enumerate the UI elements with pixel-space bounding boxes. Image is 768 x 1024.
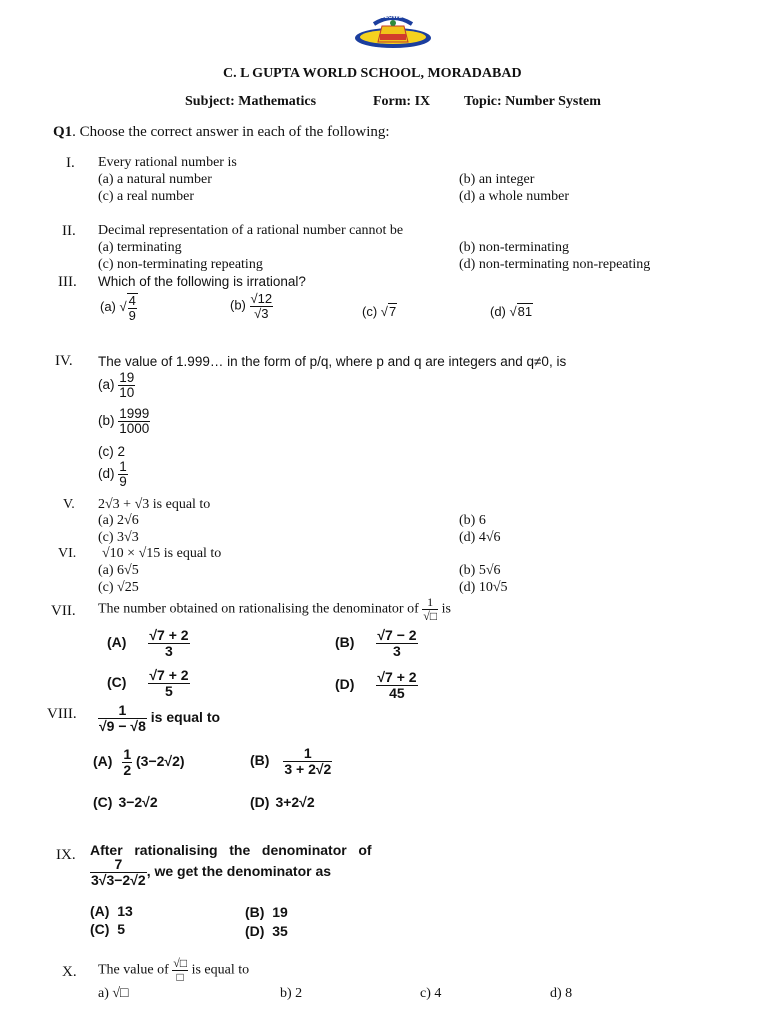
option-a: (a) $\frac{19}{10}$ (98, 370, 135, 401)
option-c: (C) 5 (90, 921, 125, 937)
question-number: II. (62, 223, 76, 239)
option-c: (c) a real number (98, 189, 194, 204)
option-a: (a) a natural number (98, 172, 212, 187)
option-b: (b) $\frac{√12}{√3}$ (230, 291, 273, 321)
option-b: (b) an integer (459, 172, 535, 187)
question-number: IV. (55, 353, 73, 369)
option-c: (c) √25 (98, 580, 139, 595)
question-number: VIII. (47, 706, 77, 722)
option-a: (a) 2√6 (98, 513, 139, 528)
subject-label: Subject: Mathematics (185, 94, 317, 109)
option-b: (b) $\frac{1999}{1000}$ (98, 406, 150, 437)
question-stem-line1: After rationalising the denominator of (90, 842, 372, 858)
option-c: (c) 3√3 (98, 530, 139, 545)
question-stem: Every rational number is (98, 155, 237, 170)
question-number: III. (58, 274, 77, 290)
option-c: c) 4 (420, 986, 442, 1001)
option-d: (d) a whole number (459, 189, 570, 204)
form-label: Form: IX (373, 94, 431, 109)
option-d: (D) $\frac{√7 + 2}{45}$ (335, 669, 417, 701)
logo-text: CLGWS (380, 14, 403, 20)
option-a: (A) $\frac{1}{2}$ (3−2√2) (93, 746, 185, 778)
question-stem: 2√3 + √3 is equal to (98, 497, 211, 512)
option-b: (B) $\frac{1}{3 + 2√2}$ (250, 745, 332, 777)
option-b: (B) 19 (245, 904, 288, 920)
option-a: (A) $\frac{√7 + 2}{3}$ (107, 627, 189, 659)
question-number: VII. (51, 603, 76, 619)
option-a: (a) √ $\frac{4}{9}$ (100, 293, 136, 323)
question-stem: $\frac{1}{√9 - √8}$ is equal to (99, 702, 221, 734)
option-d: (D) 3+2√2 (250, 794, 315, 810)
school-logo (352, 14, 434, 52)
option-b: (b) non-terminating (459, 240, 570, 255)
option-d: (d) $\frac{1}{9}$ (98, 459, 127, 490)
option-c: (C) 3−2√2 (93, 794, 158, 810)
option-c: (c) 2 (98, 444, 125, 459)
question-stem-line2: $\frac{7}{3√3-2√2}$ , we get the denominator as (91, 856, 332, 888)
question-number: VI. (58, 546, 77, 561)
option-c: (c) √7 (362, 304, 397, 319)
option-b: (b) 6 (459, 513, 486, 528)
school-name: C. L GUPTA WORLD SCHOOL, MORADABAD (223, 66, 522, 81)
question-stem: The value of 1.999… in the form of p/q, where p and q are integers and q≠0, is (98, 354, 567, 369)
option-b: b) 2 (280, 986, 303, 1001)
option-a: (A) 13 (90, 903, 133, 919)
question-number: V. (63, 497, 75, 512)
option-d: (D) 35 (245, 923, 288, 939)
option-d: (d) 10√5 (459, 580, 508, 595)
option-d: (d) 4√6 (459, 530, 501, 545)
option-b: (b) 5√6 (459, 563, 501, 578)
question-stem: The value of $\frac{√□}{□}$ is equal to (98, 956, 250, 984)
question-stem: Which of the following is irrational? (98, 274, 306, 289)
question-stem: √10 × √15 is equal to (102, 546, 222, 561)
option-a: (a) 6√5 (98, 563, 139, 578)
question-stem: The number obtained on rationalising the denominator of $\frac{1}{√□}$ is (98, 595, 451, 623)
option-c: (c) non-terminating repeating (98, 257, 263, 272)
option-d: (d) non-terminating non-repeating (459, 257, 651, 272)
option-d: (d) √81 (490, 304, 533, 319)
option-a: a) √□ (98, 986, 129, 1001)
option-c: (C) $\frac{√7 + 2}{5}$ (107, 667, 189, 699)
question-number: X. (62, 964, 77, 980)
q1-heading: Q1. Choose the correct answer in each of the following: (53, 124, 390, 140)
question-stem: Decimal representation of a rational number cannot be (98, 223, 404, 238)
option-a: (a) terminating (98, 240, 182, 255)
option-b: (B) $\frac{√7 - 2}{3}$ (335, 627, 417, 659)
topic-label: Topic: Number System (464, 94, 601, 109)
question-number: IX. (56, 847, 76, 863)
question-number: I. (66, 155, 75, 171)
option-d: d) 8 (550, 986, 573, 1001)
